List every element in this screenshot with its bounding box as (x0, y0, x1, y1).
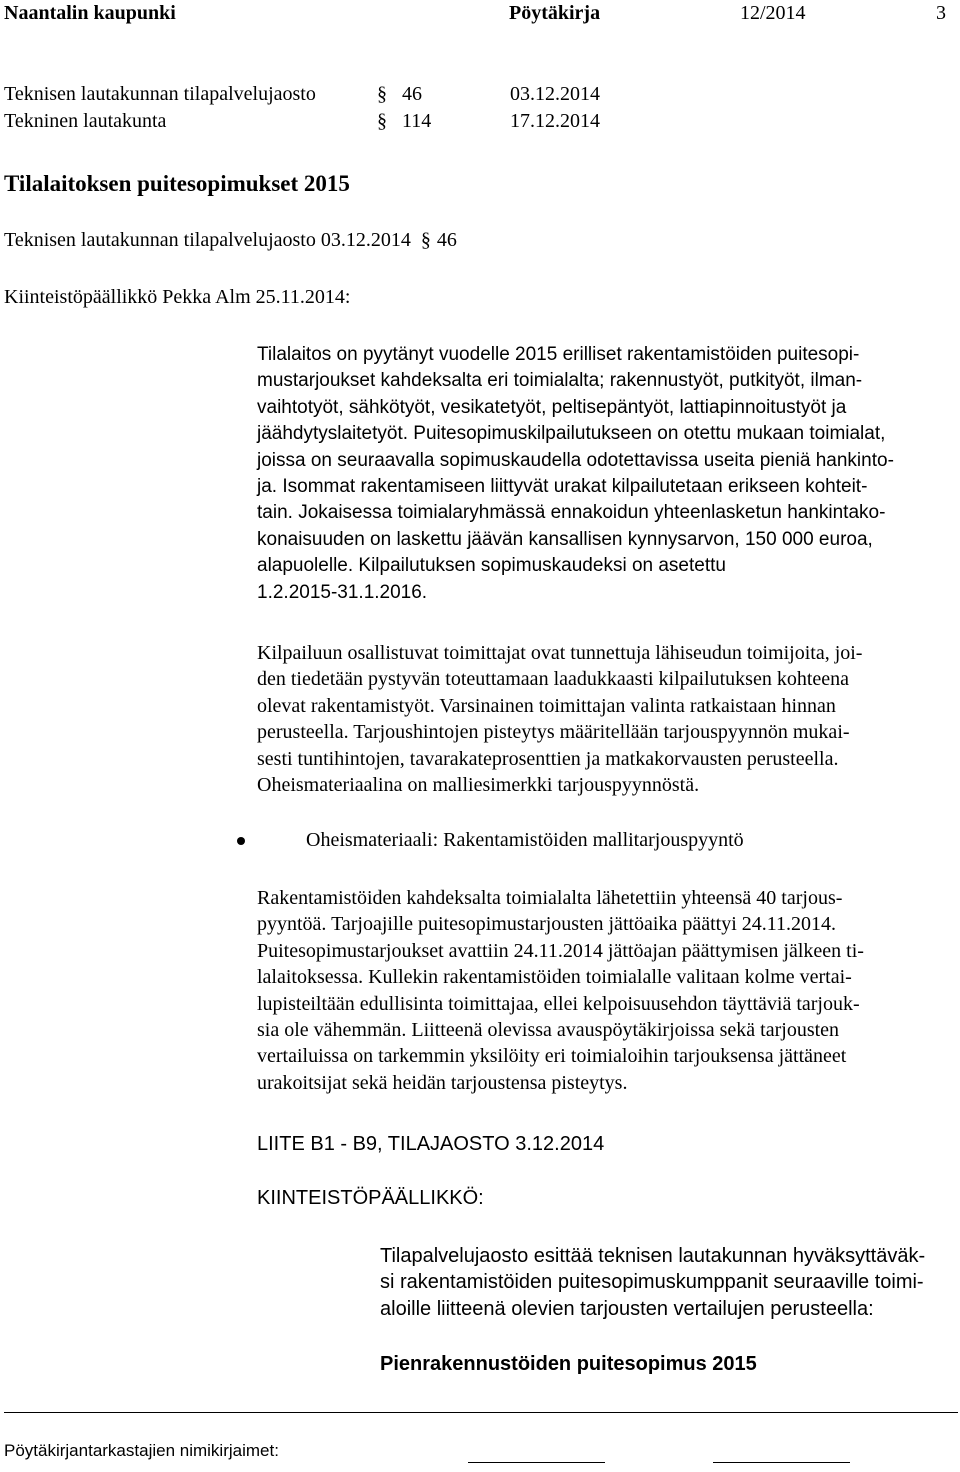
footer-label: Pöytäkirjantarkastajien nimikirjaimet: (4, 1441, 279, 1460)
footer-divider (4, 1412, 958, 1413)
text-line: tain. Jokaisessa toimialaryhmässä ennakoidun yhteenlasketun hankintako- (257, 502, 886, 524)
role-heading: KIINTEISTÖPÄÄLLIKKÖ: (257, 1187, 484, 1209)
text-line: olevat rakentamistyöt. Varsinainen toimittajan valinta ratkaistaan hinnan (257, 694, 836, 717)
meeting-number-1: 46 (402, 83, 422, 105)
text-line: joissa on seuraavalla sopimuskaudella odotettavissa useita pieniä hankinto- (257, 449, 894, 471)
text-line: mustarjoukset kahdeksalta eri toimialalta; rakennustyöt, putkityöt, ilman- (257, 370, 863, 392)
attachment-reference: LIITE B1 - B9, TILAJAOSTO 3.12.2014 (257, 1133, 605, 1155)
text-line: lupisteiltään edullisinta toimittajaa, ellei kelpoisuusehdon täyttäviä tarjouk- (257, 992, 860, 1015)
signature-line (713, 1462, 850, 1463)
text-line: konaisuuden on laskettu jäävän kansallisen kynnysarvon, 150 000 euroa, (257, 528, 873, 550)
text-line: jäähdytyslaitetyöt. Puitesopimuskilpailutukseen on otettu mukaan toimialat, (257, 423, 886, 445)
meeting-body-1: Teknisen lautakunnan tilapalvelujaosto (4, 83, 316, 105)
document-type: Pöytäkirja (509, 2, 601, 24)
meeting-date-1: 03.12.2014 (510, 83, 600, 105)
text-line: pyyntöä. Tarjoajille puitesopimustarjousten jättöaika päättyi 24.11.2014. (257, 913, 837, 936)
text-line: alapuolelle. Kilpailutuksen sopimuskaudeksi on asetettu (257, 555, 726, 577)
text-line: aloille liitteenä olevien tarjousten vertailujen perusteella: (380, 1297, 874, 1320)
text-line: Kilpailuun osallistuvat toimittajat ovat tunnettuja lähiseudun toimijoita, joi- (257, 642, 863, 664)
page-number: 3 (936, 2, 946, 24)
text-line: Rakentamistöiden kahdeksalta toimialalta lähetettiin yhteensä 40 tarjous- (257, 887, 843, 909)
contract-title: Pienrakennustöiden puitesopimus 2015 (380, 1353, 757, 1375)
proposer-line: Kiinteistöpäällikkö Pekka Alm 25.11.2014: (4, 286, 351, 308)
section-icon: § (420, 229, 431, 251)
section-icon: § (377, 110, 387, 132)
preparation-text: Teknisen lautakunnan tilapalvelujaosto 03.12.2014 (4, 229, 411, 251)
meeting-date-2: 17.12.2014 (510, 110, 600, 132)
case-title: Tilalaitoksen puitesopimukset 2015 (4, 171, 350, 196)
issue-number: 12/2014 (740, 2, 806, 24)
text-line: lalaitoksessa. Kullekin rakentamistöiden toimialalle valitaan kolme vertai- (257, 966, 852, 989)
section-icon: § (377, 83, 387, 105)
text-line: sesti tuntihintojen, tavarakateprosenttien ja matkakorvausten perusteella. (257, 747, 839, 770)
paragraph-2 (257, 640, 862, 798)
text-line: ja. Isommat rakentamiseen liittyvät urakat kilpailutetaan erikseen kohteit- (257, 476, 868, 498)
municipality-name: Naantalin kaupunki (4, 2, 176, 24)
paragraph-3 (257, 885, 864, 1096)
preparation-line (4, 229, 457, 252)
bullet-icon (237, 837, 245, 845)
text-line: Oheismateriaalina on malliesimerkki tarjouspyynnöstä. (257, 774, 700, 797)
proposal-paragraph (380, 1243, 925, 1322)
text-line: Tilapalvelujaosto esittää teknisen lautakunnan hyväksyttäväk- (380, 1245, 926, 1267)
text-line: sia ole vähemmän. Liitteenä olevissa avauspöytäkirjoissa sekä tarjousten (257, 1019, 840, 1042)
paragraph-1 (257, 342, 894, 606)
text-line: den tiedetään pystyvän toteuttamaan laadukkaasti kilpailutuksen kohteena (257, 668, 850, 691)
meeting-number-2: 114 (402, 110, 432, 132)
text-line: perusteella. Tarjoushintojen pisteytys määritellään tarjouspyynnön mukai- (257, 721, 850, 744)
meeting-body-2: Tekninen lautakunta (4, 110, 167, 132)
text-line: vaihtotyöt, sähkötyöt, vesikatetyöt, peltisepäntyöt, lattiapinnoitustyöt ja (257, 396, 847, 418)
text-line: vertailuissa on tarkemmin yksilöity eri toimialoihin tarjouksensa jättäneet (257, 1045, 847, 1068)
text-line: Tilalaitos on pyytänyt vuodelle 2015 erilliset rakentamistöiden puitesopi- (257, 344, 860, 365)
text-line: si rakentamistöiden puitesopimuskumppanit seuraaville toimi- (380, 1271, 924, 1294)
text-line: 1.2.2015-31.1.2016. (257, 581, 428, 603)
bullet-text: Oheismateriaali: Rakentamistöiden mallitarjouspyyntö (306, 829, 744, 851)
text-line: urakoitsijat sekä heidän tarjoustensa pisteytys. (257, 1071, 628, 1094)
preparation-number: 46 (436, 229, 457, 251)
signature-line (468, 1462, 605, 1463)
text-line: Puitesopimustarjoukset avattiin 24.11.2014 jättöajan päättymisen jälkeen ti- (257, 939, 864, 962)
